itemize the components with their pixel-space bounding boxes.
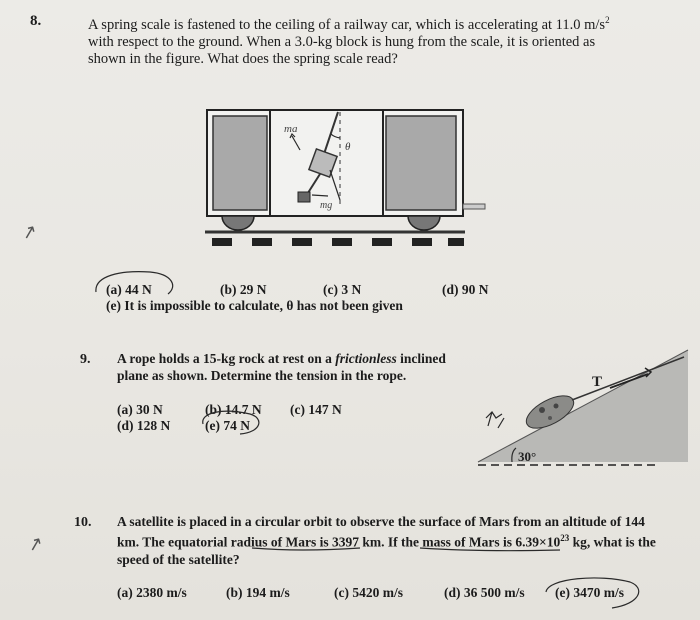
q9-option-d: (d) 128 N: [117, 418, 171, 433]
q10-line2b: kg, what is the: [569, 534, 656, 550]
q8-number: 8.: [30, 13, 42, 29]
q8-option-c: (c) 3 N: [323, 282, 362, 297]
q9-option-c: (c) 147 N: [290, 402, 342, 417]
q10-line1: A satellite is placed in a circular orbit to observe the surface of Mars from an altitude of 144: [117, 514, 645, 529]
q8-option-b: (b) 29 N: [220, 282, 267, 297]
margin-mark-2: ↗: [25, 532, 46, 557]
q8-option-e: (e) It is impossible to calculate, θ has not been given: [106, 298, 403, 313]
q9-line2: plane as shown. Determine the tension in the rope.: [117, 368, 407, 383]
q9-option-b: (b) 14.7 N: [205, 402, 262, 417]
q10-line2a: km. The equatorial radius of Mars is 3397 km. If the mass of Mars is 6.39×10: [117, 534, 561, 550]
mg-label: mg: [320, 200, 333, 211]
q10-option-a: (a) 2380 m/s: [117, 585, 187, 600]
q10-option-b: (b) 194 m/s: [226, 585, 290, 600]
q9-line1b: inclined: [396, 351, 446, 366]
q8-option-d: (d) 90 N: [442, 282, 489, 297]
q9-line1-em: frictionless: [335, 351, 397, 366]
q9-option-a: (a) 30 N: [117, 402, 163, 417]
q9-number: 9.: [80, 352, 91, 367]
ma-label: ma: [284, 123, 298, 135]
q10-line3: speed of the satellite?: [117, 551, 240, 567]
q8-line1: A spring scale is fastened to the ceiling of a railway car, which is accelerating at 11.0 m/s: [88, 16, 606, 33]
q10-option-d: (d) 36 500 m/s: [444, 585, 525, 600]
q10-number: 10.: [74, 515, 92, 530]
q9-line1a: A rope holds a 15-kg rock at rest on a: [117, 351, 336, 366]
q10-line2-sup: 23: [560, 533, 570, 543]
q8-option-a: (a) 44 N: [106, 282, 152, 297]
angle-label: 30°: [518, 449, 537, 464]
q9-option-e: (e) 74 N: [205, 418, 250, 433]
theta-label: θ: [345, 141, 351, 153]
q10-option-c: (c) 5420 m/s: [334, 585, 403, 600]
margin-mark-1: ↗: [19, 220, 40, 245]
q8-line3: shown in the figure. What does the spring scale read?: [88, 50, 398, 67]
q8-line1-sup: 2: [605, 15, 610, 25]
tension-label: T: [592, 374, 603, 390]
q10-option-e: (e) 3470 m/s: [555, 585, 624, 600]
q8-line2: with respect to the ground. When a 3.0-kg block is hung from the scale, it is oriented as: [88, 33, 596, 50]
